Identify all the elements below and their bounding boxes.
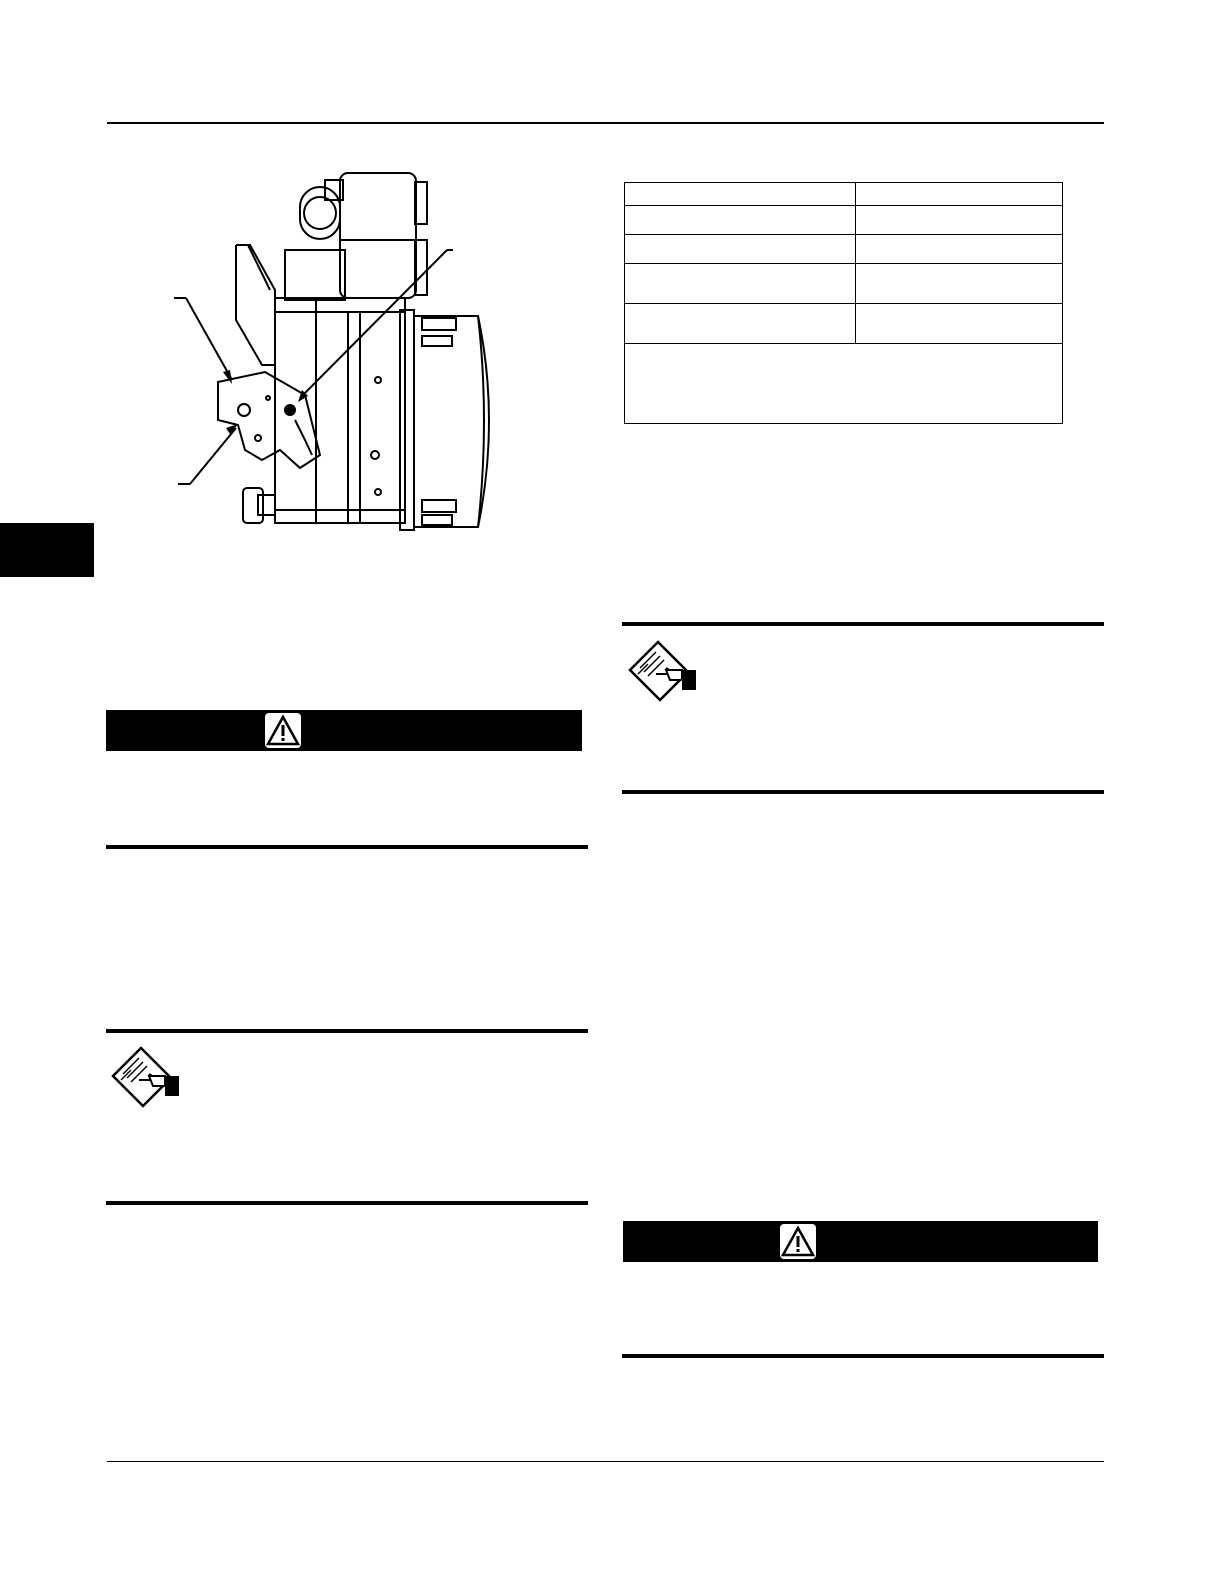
table-cell: [856, 235, 1063, 264]
instrument-drawing: [160, 160, 510, 540]
note-rule-bottom-left: [106, 1201, 588, 1205]
table-footnote: [625, 344, 1063, 424]
note-hand-icon: [109, 1046, 183, 1113]
table-cell: [625, 304, 856, 344]
warning-triangle-icon: [780, 1224, 816, 1264]
note-rule-bottom-right: [622, 790, 1104, 794]
table-cell: [856, 304, 1063, 344]
table-cell: [856, 264, 1063, 304]
warning-triangle-icon: [265, 713, 301, 753]
table-row: [625, 304, 1063, 344]
table-cell: [625, 235, 856, 264]
table-header-cell: [856, 183, 1063, 206]
note-rule-top-left: [106, 1029, 588, 1033]
spec-table-grid: [624, 182, 1063, 424]
warning-banner-right: [623, 1221, 1098, 1262]
footer-rule: [107, 1461, 1104, 1462]
table-header-row: [625, 183, 1063, 206]
table-cell: [856, 206, 1063, 235]
table-row: [625, 235, 1063, 264]
instrument-drawing-svg: [160, 160, 510, 540]
table-footnote-row: [625, 344, 1063, 424]
section-tab-marker: [0, 523, 94, 577]
table-row: [625, 206, 1063, 235]
note-hand-icon: [626, 640, 700, 707]
note-rule-top-right: [622, 622, 1104, 626]
section-rule: [106, 845, 588, 849]
specification-table: [624, 182, 1062, 423]
header-rule: [107, 122, 1104, 124]
table-header-cell: [625, 183, 856, 206]
warning-banner-left: [106, 710, 582, 751]
section-rule-right: [622, 1354, 1104, 1358]
table-cell: [625, 206, 856, 235]
table-cell: [625, 264, 856, 304]
table-row: [625, 264, 1063, 304]
